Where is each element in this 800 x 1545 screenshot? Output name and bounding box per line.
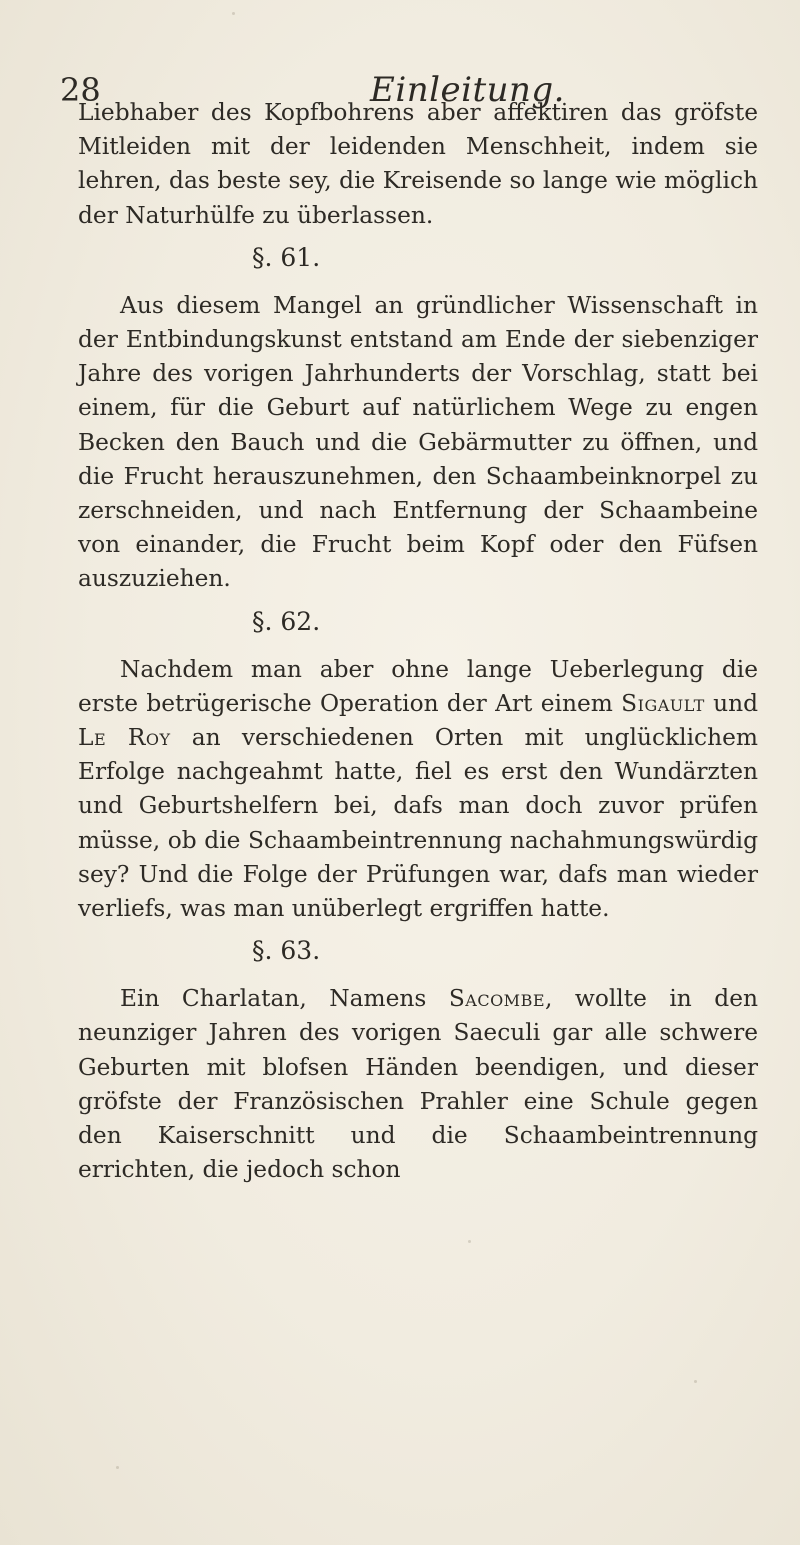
paragraph-62-part-2: an verschiedenen Orten mit unglücklichem Erfolge nachgeahmt hatte, fiel es erst den Wundärzten und Geburtshelfern bei, dafs man doch zuvor prüfen müsse, ob die Schaambeintrennung nachahmungswürdig sey? Und die Folge der Prüfungen war, dafs man wieder verliefs, was man unüberlegt ergriffen hatte. [78, 724, 758, 923]
paragraph-62 [78, 653, 758, 927]
section-62-heading: §. 62. [252, 606, 321, 636]
paper-speck [116, 1466, 119, 1469]
section-63-heading: §. 63. [252, 936, 321, 966]
paragraph-63-part-2: , wollte in den neunziger Jahren des vorigen Saeculi gar alle schwere Geburten mit blofsen Händen beendigen, und dieser gröfste der Französischen Prahler eine Schule gegen den Kaiserschnitt und die Schaambeintrennung errichten, die jedoch schon [78, 985, 758, 1184]
section-61-heading: §. 61. [252, 242, 321, 272]
paragraph-62-part-1: Nachdem man aber ohne lange Ueberlegung die erste betrügerische Operation der Art einem [78, 655, 758, 717]
paragraph-61: Aus diesem Mangel an gründlicher Wissenschaft in der Entbindungskunst entstand am Ende der siebenziger Jahre des vorigen Jahrhunderts der Vorschlag, statt bei einem, für die Geburt auf natürlichem Wege zu engen Becken den Bauch und die Gebärmutter zu öffnen, und die Frucht herauszunehmen, den Schaambeinknorpel zu zerschneiden, und nach Entfernung der Schaambeine von einander, die Frucht beim Kopf oder den Füfsen auszuziehen. [78, 291, 758, 593]
page-number: 28 [60, 71, 101, 109]
paragraph-63-part-1: Ein Charlatan, Namens [120, 985, 449, 1013]
main-text [78, 96, 758, 1187]
name-sacombe: Sacombe [448, 985, 546, 1013]
name-sigault: Sigault [621, 689, 705, 717]
name-le-roy: Le Roy [78, 724, 171, 752]
running-head: Einleitung. [370, 70, 565, 110]
paragraph-intro: Liebhaber des Kopfbohrens aber affektiren das gröfste Mitleiden mit der leidenden Menschheit, indem sie lehren, das beste sey, die Kreisende so lange wie möglich der Naturhülfe zu überlassen. [78, 99, 758, 229]
paper-speck [468, 1240, 471, 1243]
page-header [0, 22, 800, 110]
paper-speck [232, 12, 235, 15]
paragraph-62-conjunction: und [704, 689, 759, 717]
paper-speck [694, 1380, 697, 1383]
paragraph-63 [78, 982, 758, 1187]
